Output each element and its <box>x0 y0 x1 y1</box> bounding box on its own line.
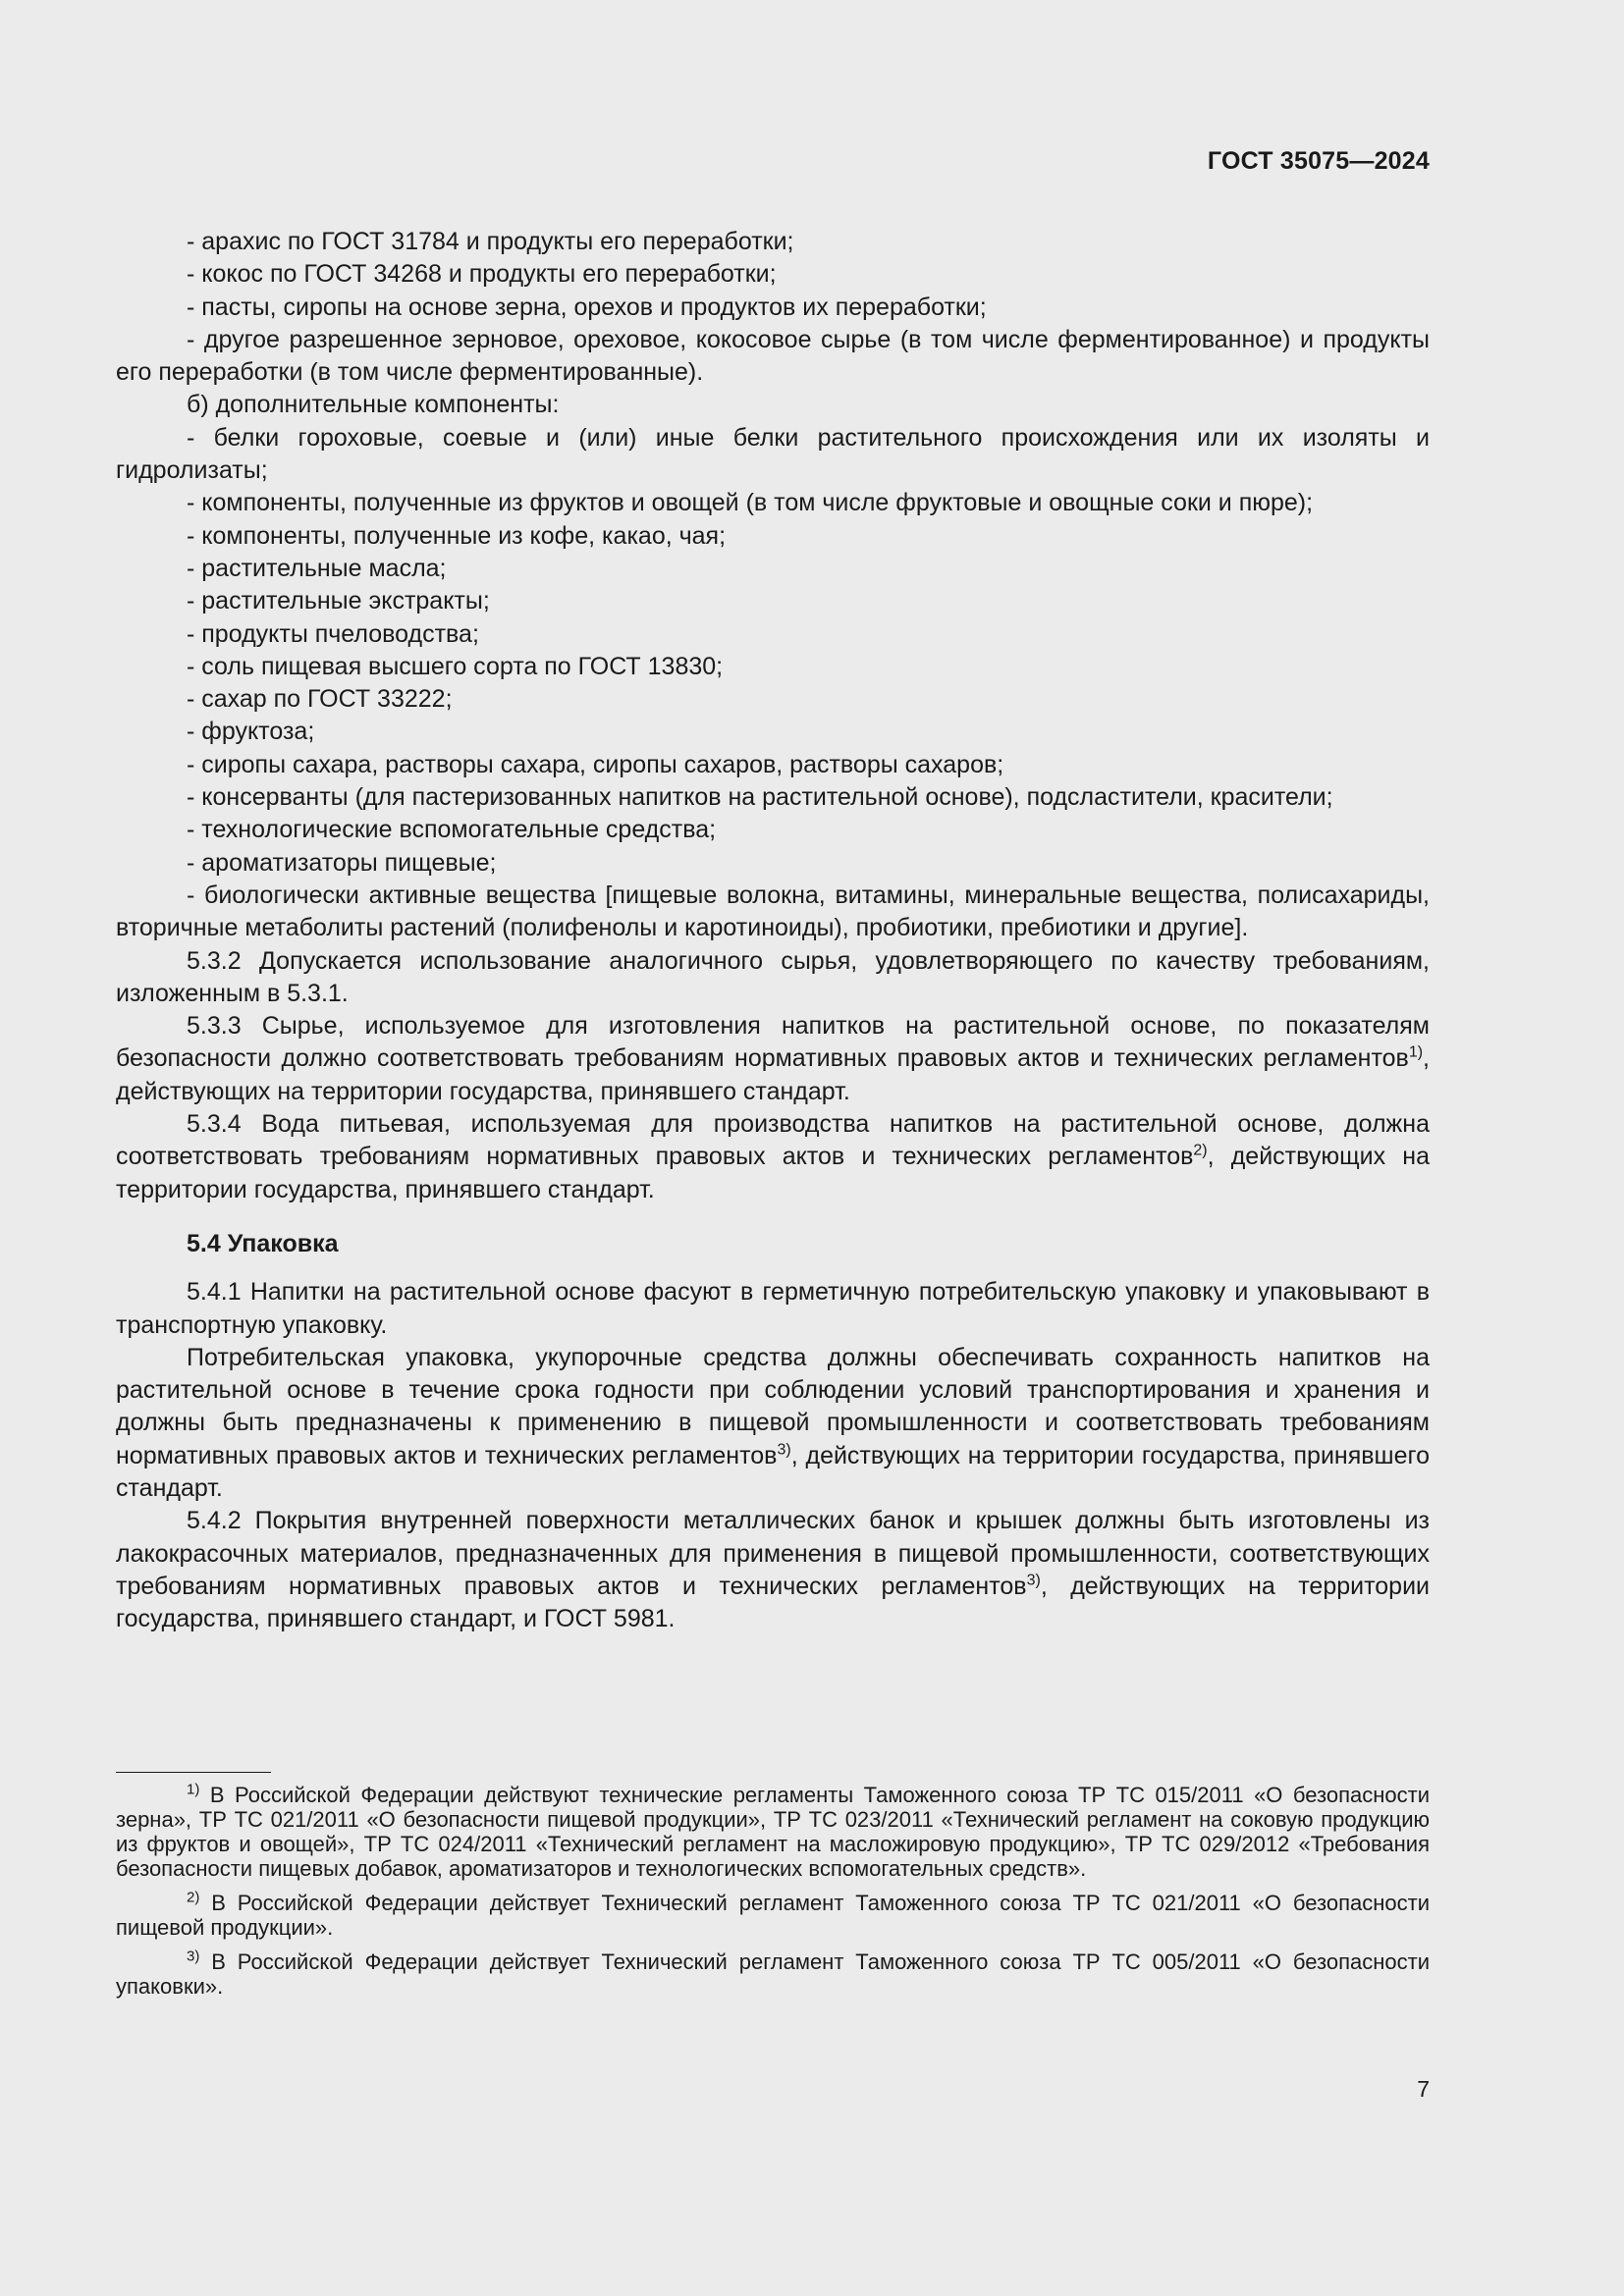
list-item: - технологические вспомогательные средства; <box>187 816 717 844</box>
page-number: 7 <box>1417 2076 1430 2102</box>
list-item: - сиропы сахара, растворы сахара, сиропы сахаров, растворы сахаров; <box>187 750 1004 778</box>
paragraph <box>116 1342 1430 1505</box>
list-item: - соль пищевая высшего сорта по ГОСТ 13830; <box>187 652 724 680</box>
document-code-header: ГОСТ 35075—2024 <box>1207 147 1430 175</box>
list-item: - компоненты, полученные из фруктов и овощей (в том числе фруктовые и овощные соки и пюре); <box>187 489 1314 517</box>
footnote-text: В Российской Федерации действуют технические регламенты Таможенного союза ТР ТС 015/2011 «О безопасности зерна», ТР ТС 021/2011 «О безопасности пищевой продукции», ТР ТС 023/2011 «Технический регламент на соковую продукцию из фруктов и овощей», ТР ТС 024/2011 «Технический регламент на масложировую продукцию», ТР ТС 029/2012 «Требования безопасности пищевых добавок, ароматизаторов и технологических вспомогательных средств». <box>116 1783 1430 1881</box>
list-item: - растительные масла; <box>187 554 447 582</box>
clause-text: 5.3.3 Сырье, используемое для изготовления напитков на растительной основе, по показателям безопасности должно соответствовать требованиям нормативных правовых актов и технических регламентов <box>116 1012 1430 1073</box>
footnote-text: В Российской Федерации действует Технический регламент Таможенного союза ТР ТС 021/2011 «О безопасности пищевой продукции». <box>116 1891 1430 1940</box>
footnote-text: В Российской Федерации действует Технический регламент Таможенного союза ТР ТС 005/2011 «О безопасности упаковки». <box>116 1949 1430 1999</box>
footnote-ref: 1) <box>1408 1044 1424 1062</box>
clause-5-3-2: 5.3.2 Допускается использование аналогичного сырья, удовлетворяющего по качеству требованиям, изложенным в 5.3.1. <box>116 946 1430 1007</box>
clause-text: , действующих на территории государства, принявшего стандарт, и ГОСТ 5981. <box>116 1572 1430 1633</box>
list-item: - сахар по ГОСТ 33222; <box>187 685 453 714</box>
footnote-ref: 2) <box>1193 1142 1208 1159</box>
list-item: - компоненты, полученные из кофе, какао, чая; <box>187 521 727 550</box>
list-item: - ароматизаторы пищевые; <box>187 848 497 877</box>
clause-text: , действующих на территории государства, принявшего стандарт. <box>116 1143 1430 1203</box>
list-item: - белки гороховые, соевые и (или) иные белки растительного происхождения или их изоляты и гидролизаты; <box>116 423 1430 485</box>
list-item: - арахис по ГОСТ 31784 и продукты его переработки; <box>187 228 794 255</box>
clause-5-4-1: 5.4.1 Напитки на растительной основе фасуют в герметичную потребительскую упаковку и упаковывают в транспортную упаковку. <box>116 1278 1430 1339</box>
clause-text: 5.3.4 Вода питьевая, используемая для производства напитков на растительной основе, должна соответствовать требованиям нормативных правовых актов и технических регламентов <box>116 1110 1430 1171</box>
footnote-divider <box>116 1772 271 1773</box>
footnote-mark: 2) <box>187 1889 200 1906</box>
list-item: - пасты, сиропы на основе зерна, орехов и продуктов их переработки; <box>187 293 987 321</box>
footnotes-section <box>116 1772 1430 2008</box>
list-item: - биологически активные вещества [пищевые волокна, витамины, минеральные вещества, полисахариды, вторичные метаболиты растений (полифенолы и каротиноиды), пробиотики, пребиотики и другие]. <box>116 881 1430 942</box>
list-item: - кокос по ГОСТ 34268 и продукты его переработки; <box>187 260 777 289</box>
footnote-2 <box>116 1891 1430 1940</box>
document-body <box>116 226 1430 1635</box>
list-item: - фруктоза; <box>187 718 315 746</box>
section-heading: 5.4 Упаковка <box>187 1229 339 1257</box>
list-item: - консерванты (для пастеризованных напитков на растительной основе), подсластители, красители; <box>187 783 1333 812</box>
clause-5-3-3 <box>116 1010 1430 1108</box>
list-subheading: б) дополнительные компоненты: <box>187 391 560 419</box>
clause-text: , действующих на территории государства, принявшего стандарт. <box>116 1044 1430 1105</box>
footnote-mark: 3) <box>187 1948 200 1965</box>
list-item: - продукты пчеловодства; <box>187 619 479 648</box>
clause-text: , действующих на территории государства, принявшего стандарт. <box>116 1441 1430 1502</box>
footnote-ref: 3) <box>777 1441 791 1459</box>
footnote-ref: 3) <box>1026 1572 1041 1589</box>
footnote-mark: 1) <box>187 1781 200 1798</box>
list-item: - другое разрешенное зерновое, ореховое, кокосовое сырье (в том числе ферментированное) и продукты его переработки (в том числе ферментированные). <box>116 325 1430 387</box>
footnote-3 <box>116 1949 1430 1999</box>
clause-5-3-4 <box>116 1108 1430 1206</box>
footnote-1 <box>116 1783 1430 1881</box>
clause-text: Потребительская упаковка, укупорочные средства должны обеспечивать сохранность напитков на растительной основе в течение срока годности при соблюдении условий транспортирования и хранения и должны быть предназначены к применению в пищевой промышленности и соответствовать требованиям нормативных правовых актов и технических регламентов <box>116 1343 1430 1469</box>
clause-text: 5.4.2 Покрытия внутренней поверхности металлических банок и крышек должны быть изготовлены из лакокрасочных материалов, предназначенных для применения в пищевой промышленности, соответствующих требованиям нормативных правовых актов и технических регламентов <box>116 1507 1430 1600</box>
clause-5-4-2 <box>116 1505 1430 1635</box>
list-item: - растительные экстракты; <box>187 587 490 615</box>
